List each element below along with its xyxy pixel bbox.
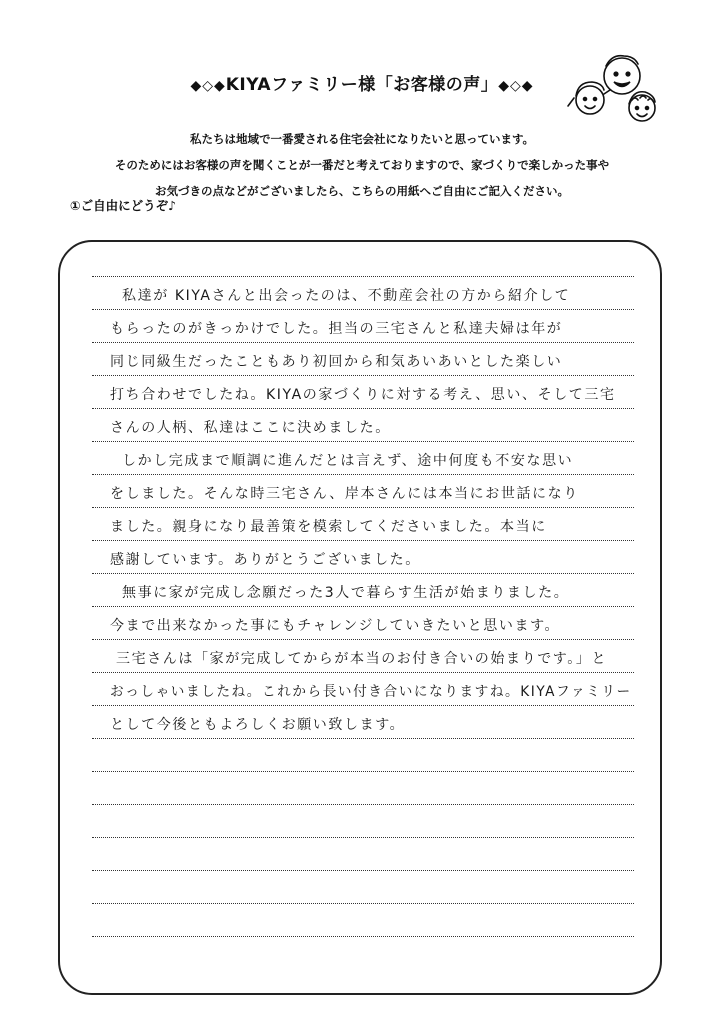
intro-line: 私たちは地域で一番愛される住宅会社になりたいと思っています。 <box>189 132 535 146</box>
title-right-diamonds: ◆◇◆ <box>498 78 534 94</box>
intro-line: お気づきの点などがございましたら、こちらの用紙へご自由にご記入ください。 <box>155 184 569 198</box>
title-text: KIYAファミリー様「お客様の声」 <box>225 75 499 95</box>
comment-line: 同じ同級生だったこともあり初回から和気あいあいとした楽しい <box>110 354 563 370</box>
comment-line: もらったのがきっかけでした。担当の三宅さんと私達夫婦は年が <box>110 321 563 337</box>
family-faces-icon <box>560 42 670 132</box>
title-left-diamonds: ◆◇◆ <box>190 78 226 94</box>
handwritten-comment <box>110 282 630 744</box>
comment-line: 無事に家が完成し念願だった3人で暮らす生活が始まりました。 <box>122 585 570 601</box>
comment-line: しかし完成まで順調に進んだとは言えず、途中何度も不安な思い <box>122 453 574 469</box>
intro-line: そのためにはお客様の声を聞くことが一番だと考えておりますので、家づくりで楽しかった事や <box>114 158 610 172</box>
comment-line: さんの人柄、私達はここに決めました。 <box>110 420 391 436</box>
free-comment-prompt: ①ご自由にどうぞ♪ <box>70 198 177 213</box>
comment-line: をしました。そんな時三宅さん、岸本さんには本当にお世話になり <box>110 486 579 502</box>
comment-line: 私達が KIYAさんと出会ったのは、不動産会社の方から紹介して <box>122 288 571 304</box>
comment-line: 三宅さんは「家が完成してからが本当のお付き合いの始まりです。」と <box>116 651 608 667</box>
ruled-line <box>92 804 634 805</box>
comment-line: 打ち合わせでしたね。KIYAの家づくりに対する考え、思い、そして三宅 <box>110 387 616 403</box>
ruled-line <box>92 936 634 937</box>
ruled-line <box>92 837 634 838</box>
ruled-line <box>92 870 634 871</box>
comment-line: 感謝しています。ありがとうございました。 <box>110 552 421 568</box>
ruled-line <box>92 771 634 772</box>
comment-line: 今まで出来なかった事にもチャレンジしていきたいと思います。 <box>110 618 561 634</box>
intro-text <box>0 126 724 204</box>
comment-line: として今後ともよろしくお願い致します。 <box>110 717 406 733</box>
ruled-line <box>92 903 634 904</box>
comment-line: ました。親身になり最善策を模索してくださいました。本当に <box>110 519 547 535</box>
comment-line: おっしゃいましたね。これから長い付き合いになりますね。KIYAファミリー <box>110 684 632 700</box>
ruled-line <box>92 276 634 277</box>
